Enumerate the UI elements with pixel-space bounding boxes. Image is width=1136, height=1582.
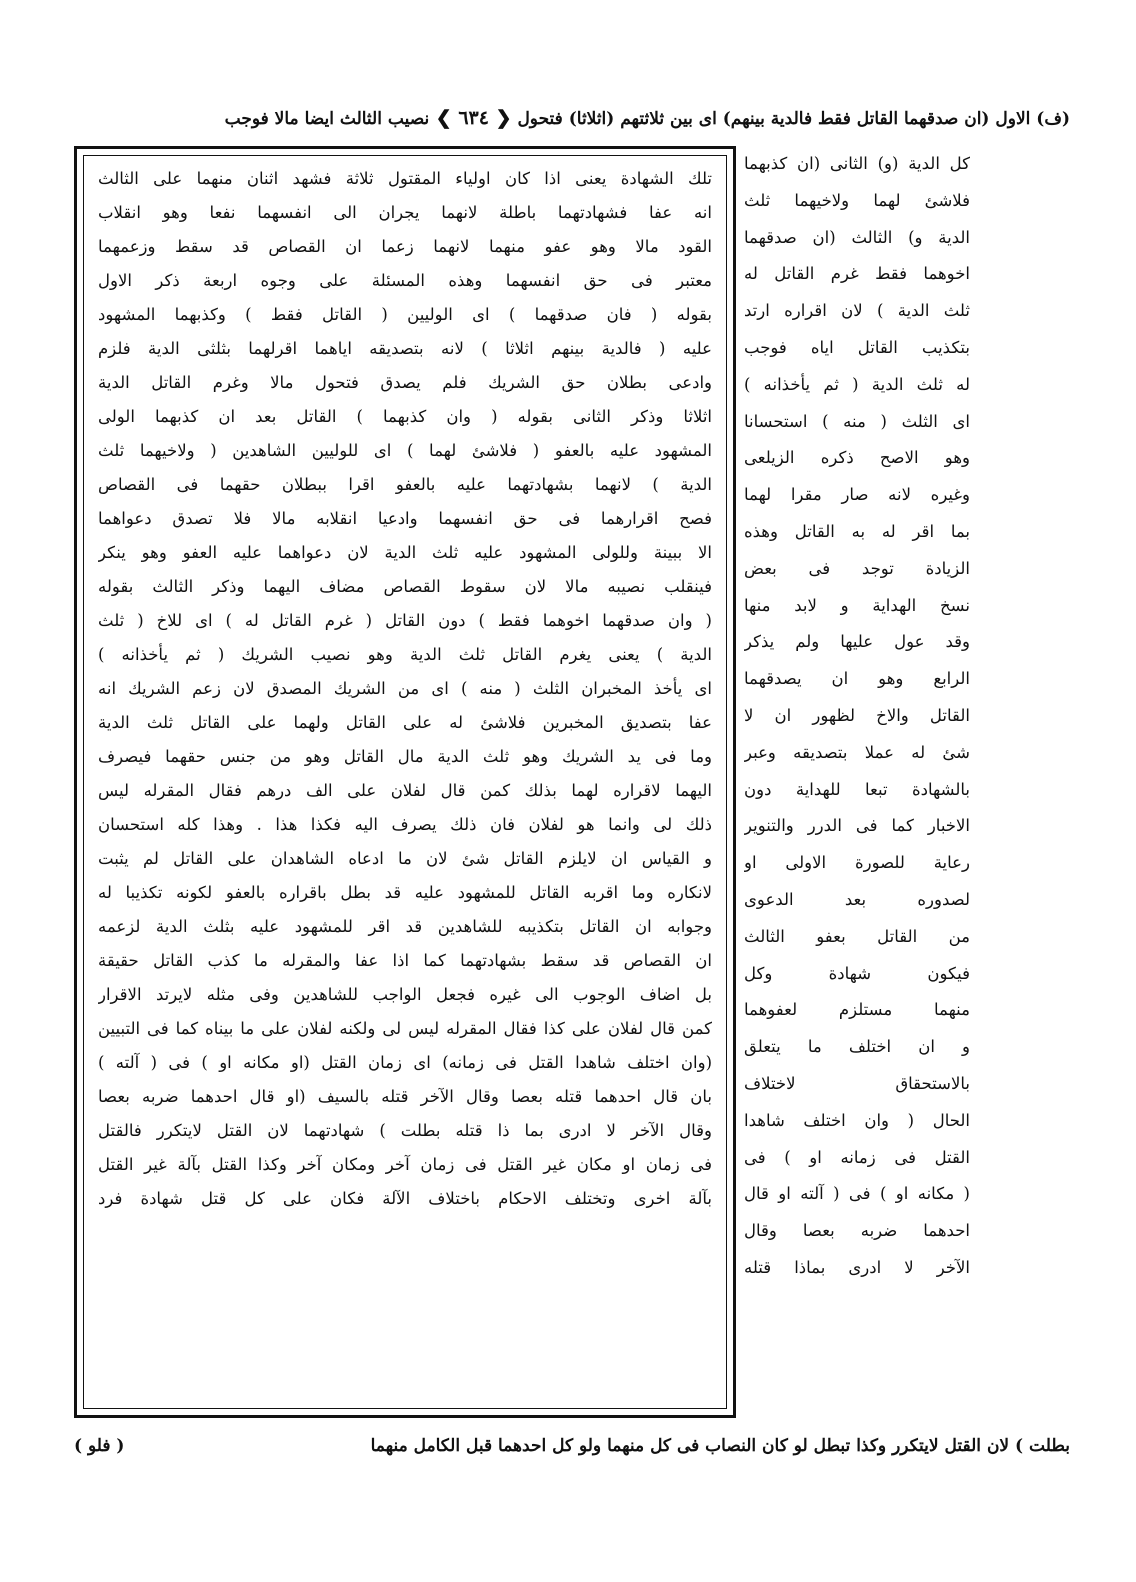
margin-line: فيكون شهادة وكل [744, 963, 970, 983]
margin-line: اى الثلث ( منه ) استحسانا [744, 411, 970, 431]
main-text-line: وادعى بطلان حق الشريك فلم يصدق فتحول مالا وغرم القاتل الدية [98, 373, 712, 392]
main-text-line: بل اضاف الوجوب الى غيره فجعل الواجب للشاهدين وفى مثله لايرتد الاقرار [98, 985, 712, 1004]
main-text-line: وجوابه ان القاتل بتكذيبه للشاهدين قد اقر للمشهود عليه بثلث الدية لزعمه [98, 917, 712, 936]
margin-line: القاتل والاخ لظهور ان لا [744, 705, 970, 725]
main-text-line: الا ببينة وللولى المشهود عليه ثلث الدية لان دعواهما عليه العفو وهو ينكر [98, 543, 712, 562]
main-text-line: عليه ( فالدية بينهم اثلاثا ) لانه بتصديقه اياهما اقرلهما بثلثى الدية فلزم [98, 339, 712, 358]
page-footer [74, 1426, 1070, 1466]
main-text-line: بقوله ( فان صدقهما ) اى الوليين ( القاتل فقط ) وكذبهما المشهود [98, 305, 712, 324]
margin-line: اخوهما فقط غرم القاتل له [744, 264, 970, 284]
margin-line: نسخ الهداية و لابد منها [744, 595, 970, 615]
footer-text: بطلت ) لان القتل لايتكرر وكذا تبطل لو كان النصاب فى كل منهما ولو كل احدهما قبل الكامل منهما [370, 1436, 1070, 1456]
margin-line: له ثلث الدية ( ثم يأخذانه ) [744, 374, 970, 394]
main-text-line: الدية ) يعنى يغرم القاتل ثلث الدية وهو نصيب الشريك ( ثم يأخذانه ) [98, 645, 712, 664]
margin-line: الآخر لا ادرى بماذا قتله [744, 1257, 970, 1277]
main-text-line: لانكاره وما اقربه القاتل للمشهود عليه قد بطل باقراره بالعفو لكونه تكذيبا له [98, 883, 712, 902]
margin-line: وقد عول عليها ولم يذكر [744, 632, 970, 652]
margin-line: بتكذيب القاتل اياه فوجب [744, 337, 970, 357]
margin-line: ( مكانه او ) فى ( آلته او قال [744, 1184, 970, 1204]
page-header [74, 100, 1070, 136]
margin-line: ثلث الدية ) لان اقراره ارتد [744, 301, 970, 321]
main-text-line: تلك الشهادة يعنى اذا كان اولياء المقتول ثلاثة فشهد اثنان منهما على الثالث [98, 169, 712, 188]
margin-line: الحال ( وان اختلف شاهدا [744, 1110, 970, 1130]
main-text-line: فى زمان او مكان غير القتل فى زمان آخر ومكان آخر وكذا القتل بآلة غير القتل [98, 1155, 712, 1174]
main-text-line: (وان اختلف شاهدا القتل فى زمانه) اى زمان القتل (او مكانه او ) فى ( آلته ) [98, 1053, 712, 1072]
main-text-line: و القياس ان لايلزم القاتل شئ لان ما ادعاه الشاهدان على القاتل لم يثبت [98, 849, 712, 868]
margin-line: فلاشئ لهما ولاخيهما ثلث [744, 190, 970, 210]
main-text-line: الدية ) لانهما بشهادتهما عليه بالعفو اقرا ببطلان حقهما فى القصاص [98, 475, 712, 494]
main-text-line: ( وان صدقهما اخوهما فقط ) دون القاتل ( غرم القاتل له ) اى للاخ ( ثلث [98, 611, 712, 630]
main-text-line: اثلاثا وذكر الثانى بقوله ( وان كذبهما ) القاتل بعد ان كذبهما الولى [98, 407, 712, 426]
margin-line: الرابع وهو ان يصدقهما [744, 669, 970, 689]
margin-line: بالشهادة تبعا للهداية دون [744, 779, 970, 799]
main-text-line: بآلة اخرى وتختلف الاحكام باختلاف الآلة فكان على كل قتل شهادة فرد [98, 1189, 712, 1208]
main-text-line: وما فى يد الشريك وهو ثلث الدية مال القاتل وهو من جنس حقهما فيصرف [98, 747, 712, 766]
main-text-line: اى يأخذ المخبران الثلث ( منه ) اى من الشريك المصدق لان زعم الشريك انه [98, 679, 712, 698]
margin-line: رعاية للصورة الاولى او [744, 853, 970, 873]
main-text-body [83, 155, 727, 1409]
main-text-line: فينقلب نصيبه مالا لان سقوط القصاص مضاف اليهما وذكر الثالث بقوله [98, 577, 712, 596]
main-text-line: فصح اقرارهما فى حق انفسهما وادعيا انقلابه مالا فلا تصدق دعواهما [98, 509, 712, 528]
main-text-line: اليهما لاقراره لهما بذلك كمن قال لفلان على الف درهم فقال المقرله ليس [98, 781, 712, 800]
margin-line: الزيادة توجد فى بعض [744, 558, 970, 578]
page-number: ❮ ٦٣٤ ❯ [429, 107, 512, 129]
margin-line: بالاستحقاق لاختلاف [744, 1073, 970, 1093]
margin-line: منهما مستلزم لعفوهما [744, 1000, 970, 1020]
main-text-line: المشهود عليه بالعفو ( فلاشئ لهما ) اى للوليين الشاهدين ( ولاخيهما ثلث [98, 441, 712, 460]
margin-commentary [744, 146, 970, 1436]
margin-line: القتل فى زمانه او ) فى [744, 1147, 970, 1167]
margin-line: احدهما ضربه بعصا وقال [744, 1221, 970, 1241]
header-right-text: نصيب الثالث ايضا مالا فوجب [224, 109, 430, 129]
main-text-line: بان قال احدهما قتله بعصا وقال الآخر قتله بالسيف (او قال احدهما ضربه بعصا [98, 1087, 712, 1106]
margin-line: الدية و) الثالث (ان صدقهما [744, 227, 970, 247]
margin-line: كل الدية (و) الثانى (ان كذبهما [744, 154, 970, 173]
main-text-line: عفا بتصديق المخبرين فلاشئ له على القاتل ولهما على القاتل ثلث الدية [98, 713, 712, 732]
margin-line: وغيره لانه صار مقرا لهما [744, 485, 970, 505]
margin-line: لصدوره بعد الدعوى [744, 889, 970, 909]
main-text-line: معتبر فى حق انفسهما وهذه المسئلة على وجوه اربعة ذكر الاول [98, 271, 712, 290]
main-text-line: ذلك لى وانما هو لفلان فان ذلك يصرف اليه فكذا هذا . وهذا كله استحسان [98, 815, 712, 834]
header-left-text: (ف) الاول (ان صدقهما القاتل فقط فالدية بينهم) اى بين ثلاثتهم (اثلاثا) فتحول [517, 109, 1070, 129]
margin-line: و ان اختلف ما يتعلق [744, 1037, 970, 1057]
main-text-line: ان القصاص قد سقط بشهادتهما كما اذا عفا والمقرله ما كذب القاتل حقيقة [98, 951, 712, 970]
margin-line: من القاتل بعفو الثالث [744, 926, 970, 946]
margin-line: بما اقر له به القاتل وهذه [744, 521, 970, 541]
margin-line: شئ له عملا بتصديقه وعبر [744, 742, 970, 762]
main-text-line: وقال الآخر لا ادرى بما ذا قتله بطلت ) شهادتهما لان القتل لايتكرر فالقتل [98, 1121, 712, 1140]
catchword: ( فلو ) [74, 1436, 125, 1456]
margin-line: الاخبار كما فى الدرر والتنوير [744, 816, 970, 836]
main-text-frame [74, 146, 736, 1418]
main-text-line: انه عفا فشهادتهما باطلة لانهما يجران الى انفسهما نفعا وهو انقلاب [98, 203, 712, 222]
main-text-line: كمن قال لفلان على كذا فقال المقرله ليس لى ولكنه لفلان على ما بيناه كما فى التبيين [98, 1019, 712, 1038]
main-text-line: القود مالا وهو عفو منهما لانهما زعما ان القصاص قد سقط وزعمهما [98, 237, 712, 256]
margin-line: وهو الاصح ذكره الزيلعى [744, 448, 970, 468]
